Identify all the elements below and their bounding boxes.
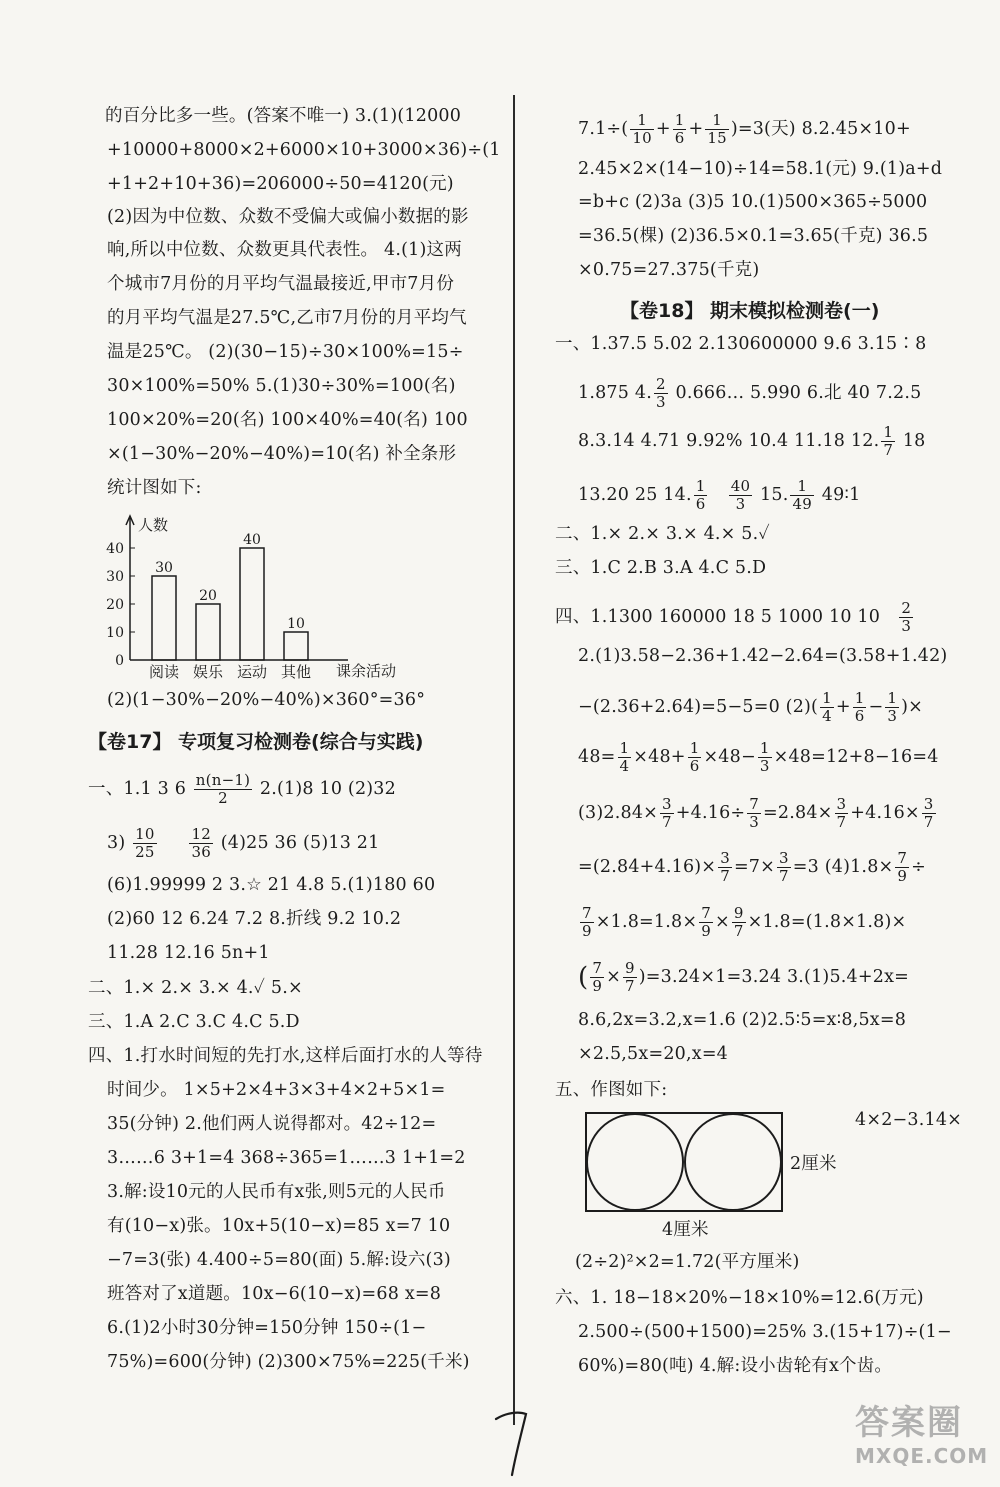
answer-line: [578, 424, 926, 459]
x-axis-label: 课余活动: [336, 662, 397, 680]
fraction: [189, 826, 213, 861]
numerator: 12: [191, 825, 211, 843]
denominator: 49: [792, 495, 812, 513]
answer-line: 二、1.× 2.× 3.× 4.× 5.✓: [555, 524, 770, 544]
answer-line: =36.5(棵) (2)36.5×0.1=3.65(千克) 36.5: [578, 226, 929, 246]
denominator: 9: [592, 977, 603, 995]
answer-line: =b+c (2)3a (3)5 10.(1)500×365÷5000: [578, 192, 928, 212]
numerator: 10: [135, 825, 155, 843]
data-label: 40: [243, 532, 261, 548]
text: =(2.84+4.16)×: [578, 857, 717, 877]
numerator: n(n−1): [195, 771, 251, 789]
text-line: ×(1−30%−20%−40%)=10(名) 补全条形: [107, 444, 457, 464]
denominator: 15: [707, 129, 727, 147]
text: )=3.24×1=3.24 3.(1)5.4+2x=: [638, 967, 910, 987]
answer-line: 11.28 12.16 5n+1: [107, 943, 270, 963]
numerator: 3: [836, 795, 847, 813]
numerator: 1: [674, 111, 685, 129]
denominator: 7: [733, 922, 744, 940]
text-line: 有(10−x)张。10x+5(10−x)=85 x=7 10: [107, 1216, 451, 1236]
answer-line: 2.500÷(500+1500)=25% 3.(15+17)÷(1−: [578, 1322, 952, 1342]
denominator: 9: [582, 922, 592, 940]
fraction: [732, 905, 746, 940]
answer-line: (2÷2)²×2=1.72(平方厘米): [575, 1252, 800, 1272]
denominator: 9: [701, 922, 711, 940]
answer-line: (2)60 12 6.24 7.2 8.折线 9.2 10.2: [107, 909, 402, 929]
answer-line: 7.1÷( $\frac{1}{10}$ + $\frac{1}{6}$ + $\frac{1}{15}$ )=3(天) 8.2.45×10+: [578, 111, 911, 147]
denominator: 6: [689, 757, 700, 775]
answer-line: [578, 376, 921, 411]
numerator: 7: [897, 849, 908, 867]
numerator: 1: [695, 477, 706, 495]
answer-line: 三、1.A 2.C 3.C 4.C 5.D: [88, 1012, 300, 1032]
text: 2.(1)8 10 (2)32: [259, 779, 396, 799]
text: (3)2.84×: [578, 803, 659, 823]
numerator: 7: [749, 795, 760, 813]
text: )×: [901, 697, 923, 717]
denominator: 4: [822, 707, 832, 725]
bar: [196, 604, 220, 660]
denominator: 6: [854, 707, 865, 725]
fraction: [758, 740, 772, 775]
text: )=3(天) 8.2.45×10+: [730, 119, 911, 139]
fraction: [194, 772, 252, 807]
numerator: 1: [759, 739, 770, 757]
fraction: [922, 796, 936, 831]
numerator: 1: [822, 689, 832, 707]
text: ×1.8=(1.8×1.8)×: [747, 912, 907, 932]
answer-line: 一、1.37.5 5.02 2.130600000 9.6 3.15∶8: [555, 334, 927, 354]
numerator: 7: [592, 959, 603, 977]
denominator: 6: [674, 129, 685, 147]
text: 13.20 25 14.: [578, 485, 692, 505]
data-label: 20: [199, 588, 217, 604]
answer-line: [578, 850, 926, 885]
fraction: [630, 112, 654, 147]
answer-line: [107, 826, 379, 861]
circles-diagram: [585, 1110, 805, 1230]
numerator: 40: [730, 477, 751, 495]
text: 一、1.1 3 6: [88, 779, 187, 799]
category-label: 运动: [236, 663, 268, 681]
text: =2.84×: [763, 803, 833, 823]
text: ×48=12+8−16=4: [773, 747, 939, 767]
numerator: 3: [720, 849, 730, 867]
numerator: 1: [854, 689, 865, 707]
text: ×48−: [703, 747, 756, 767]
text-line: 3……6 3+1=4 368÷365=1……3 1+1=2: [107, 1148, 466, 1168]
y-tick-label: 20: [106, 597, 124, 613]
category-label: 其他: [280, 663, 312, 681]
text-line: 35(分钟) 2.他们两人说得都对。42÷12=: [107, 1114, 437, 1134]
numerator: 9: [624, 959, 635, 977]
text-line: 个城市7月份的月平均气温最接近,甲市7月份: [107, 274, 455, 294]
text-line: 的月平均气温是27.5℃,乙市7月份的月平均气: [107, 308, 467, 328]
category-label: 娱乐: [192, 663, 224, 681]
text: 0.666… 5.990 6.北 40 7.2.5: [669, 383, 922, 403]
text-line: 四、1.打水时间短的先打水,这样后面打水的人等待: [88, 1046, 483, 1066]
denominator: 2: [218, 789, 228, 807]
denominator: 3: [735, 495, 746, 513]
text: 49∶1: [815, 485, 861, 505]
text: −(2.36+2.64)=5−5=0 (2)(: [578, 697, 819, 717]
numerator: 2: [655, 375, 666, 393]
left-circle: [587, 1114, 683, 1210]
denominator: 25: [135, 843, 155, 861]
column-divider: [513, 95, 515, 1425]
numerator: 1: [705, 112, 729, 130]
bar: [284, 632, 308, 660]
text: +4.16×: [850, 803, 920, 823]
answer-line: (6)1.99999 2 3.☆ 21 4.8 5.(1)180 60: [107, 875, 436, 895]
width-label: 4厘米: [662, 1220, 709, 1240]
text: 15.: [754, 485, 789, 505]
numerator: 1: [883, 423, 894, 441]
text-line: 班答对了x道题。10x−6(10−x)=68 x=8: [107, 1284, 442, 1304]
denominator: 4: [619, 757, 630, 775]
fraction: [133, 826, 157, 861]
answer-line: [578, 478, 861, 513]
watermark-url: MXQE.COM: [855, 1444, 989, 1468]
answer-line: ×2.5,5x=20,x=4: [578, 1044, 729, 1064]
text: 18: [897, 431, 926, 451]
denominator: 3: [901, 617, 912, 635]
answer-line: [88, 772, 396, 807]
bar: [240, 548, 264, 660]
text: 1.875 4.: [578, 383, 652, 403]
fraction: [718, 850, 732, 885]
numerator: 7: [701, 904, 711, 922]
text: ×1.8=1.8×: [595, 912, 698, 932]
fraction: [895, 850, 909, 885]
fraction: [835, 796, 849, 831]
answer-line: ( $\frac{7}{9}$ × $\frac{9}{7}$ )=3.24×1=3.24 3.(1)5.4+2x=: [578, 959, 910, 995]
answer-line: −(2.36+2.64)=5−5=0 (2)( $\frac{1}{4}$ + $\frac{1}{6}$ − $\frac{1}{3}$ )×: [578, 689, 923, 725]
numerator: 7: [582, 904, 592, 922]
height-label: 2厘米: [790, 1154, 837, 1174]
text: ÷: [911, 857, 927, 877]
fraction: [580, 905, 594, 940]
answer-line: 60%)=80(吨) 4.解:设小齿轮有x个齿。: [578, 1356, 893, 1376]
numerator: 1: [689, 739, 700, 757]
answer-line: [578, 905, 906, 940]
page-number: [492, 1405, 532, 1480]
text: =7×: [733, 857, 775, 877]
text-line: +1+2+10+36)=206000÷50=4120(元): [107, 174, 454, 194]
text: 3): [107, 833, 126, 853]
text: ×: [714, 912, 730, 932]
text-line: 3.解:设10元的人民币有x张,则5元的人民币: [107, 1182, 446, 1202]
text-line: 温是25℃。 (2)(30−15)÷30×100%=15÷: [107, 342, 464, 362]
handwritten-seven-icon: [492, 1405, 532, 1480]
y-tick-label: 40: [106, 541, 124, 557]
fraction: [623, 960, 637, 995]
denominator: 9: [897, 867, 908, 885]
text: (4)25 36 (5)13 21: [220, 833, 380, 853]
text-line: 时间少。 1×5+2×4+3×3+4×2+5×1=: [107, 1080, 446, 1100]
answer-line: [578, 740, 939, 775]
text: =3 (4)1.8×: [792, 857, 894, 877]
numerator: 3: [662, 795, 672, 813]
fraction: [673, 112, 687, 147]
fraction: [654, 376, 668, 411]
numerator: 1: [630, 112, 654, 130]
right-circle: [685, 1114, 781, 1210]
fraction: [881, 424, 895, 459]
denominator: 7: [779, 867, 789, 885]
answer-line: 二、1.× 2.× 3.× 4.✓ 5.×: [88, 978, 303, 998]
answer-line: [555, 600, 915, 635]
watermark: [855, 1395, 988, 1468]
numerator: 3: [923, 795, 934, 813]
denominator: 3: [655, 393, 666, 411]
fraction: [853, 690, 867, 725]
answer-line: [578, 796, 938, 831]
numerator: 1: [790, 478, 814, 496]
text-line: −7=3(张) 4.400÷5=80(面) 5.解:设六(3): [107, 1250, 451, 1270]
fraction: [705, 112, 729, 147]
fraction: [820, 690, 834, 725]
data-label: 10: [287, 616, 305, 632]
denominator: 7: [720, 867, 730, 885]
fraction: [885, 690, 899, 725]
text-line: 6.(1)2小时30分钟=150分钟 150÷(1−: [107, 1318, 427, 1338]
text-line: 的百分比多一些。(答案不唯一) 3.(1)(12000: [105, 106, 462, 126]
fraction: [777, 850, 791, 885]
paren: (: [578, 962, 589, 993]
denominator: 3: [749, 813, 760, 831]
answer-line: 六、1. 18−18×20%−18×10%=12.6(万元): [555, 1288, 924, 1308]
category-label: 阅读: [148, 663, 180, 681]
y-tick-label: 30: [106, 569, 124, 585]
section-title-18: 【卷18】 期末模拟检测卷(一): [620, 300, 880, 322]
fraction: [688, 740, 702, 775]
denominator: 3: [887, 707, 898, 725]
text-line: 30×100%=50% 5.(1)30÷30%=100(名): [107, 376, 456, 396]
denominator: 7: [923, 813, 934, 831]
y-tick-label: 0: [115, 653, 124, 669]
denominator: 7: [624, 977, 635, 995]
denominator: 10: [632, 129, 652, 147]
numerator: 2: [901, 599, 912, 617]
fraction: [590, 960, 604, 995]
denominator: 7: [836, 813, 847, 831]
answer-line: 8.6,2x=3.2,x=1.6 (2)2.5∶5=x∶8,5x=8: [578, 1010, 907, 1030]
text-line: 统计图如下:: [107, 478, 202, 498]
formula-text: 4×2−3.14×: [855, 1110, 963, 1130]
watermark-logo: 答案圈: [855, 1403, 963, 1443]
text-line: 75%)=600(分钟) (2)300×75%=225(千米): [107, 1352, 470, 1372]
answer-line: 2.45×2×(14−10)÷14=58.1(元) 9.(1)a+d: [578, 159, 943, 179]
section-title-17: 【卷17】 专项复习检测卷(综合与实践): [88, 731, 424, 753]
numerator: 9: [733, 904, 744, 922]
denominator: 7: [662, 813, 672, 831]
fraction: [899, 600, 913, 635]
answer-line: 五、作图如下:: [555, 1080, 668, 1100]
fraction: [790, 478, 814, 513]
numerator: 1: [887, 689, 898, 707]
bar-chart: [100, 510, 420, 690]
text-line: 100×20%=20(名) 100×40%=40(名) 100: [107, 410, 468, 430]
text: 48=: [578, 747, 616, 767]
denominator: 6: [695, 495, 706, 513]
answer-line: ×0.75=27.375(千克): [578, 260, 760, 280]
bar: [152, 576, 176, 660]
data-label: 30: [155, 560, 173, 576]
numerator: 1: [619, 739, 630, 757]
fraction: [660, 796, 674, 831]
text: 8.3.14 4.71 9.92% 10.4 11.18 12.: [578, 431, 880, 451]
text: ×48+: [633, 747, 686, 767]
fraction: [729, 478, 753, 513]
fraction: [699, 905, 713, 940]
answer-line: 三、1.C 2.B 3.A 4.C 5.D: [555, 558, 767, 578]
text-line: (2)(1−30%−20%−40%)×360°=36°: [107, 690, 426, 710]
denominator: 36: [191, 843, 211, 861]
y-axis-label: 人数: [138, 516, 169, 534]
denominator: 7: [883, 441, 894, 459]
answer-line: 2.(1)3.58−2.36+1.42−2.64=(3.58+1.42): [578, 646, 948, 666]
text: +4.16÷: [675, 803, 746, 823]
numerator: 3: [779, 849, 789, 867]
fraction: [694, 478, 708, 513]
fraction: [618, 740, 632, 775]
text-line: 响,所以中位数、众数更具代表性。 4.(1)这两: [107, 240, 462, 260]
text-line: +10000+8000×2+6000×10+3000×36)÷(1: [107, 140, 501, 160]
fraction: [747, 796, 761, 831]
denominator: 3: [759, 757, 770, 775]
text: 四、1.1300 160000 18 5 1000 10 10: [555, 607, 881, 627]
y-tick-label: 10: [106, 625, 124, 641]
text-line: (2)因为中位数、众数不受偏大或偏小数据的影: [107, 207, 469, 227]
text: 7.1÷(: [578, 119, 629, 139]
